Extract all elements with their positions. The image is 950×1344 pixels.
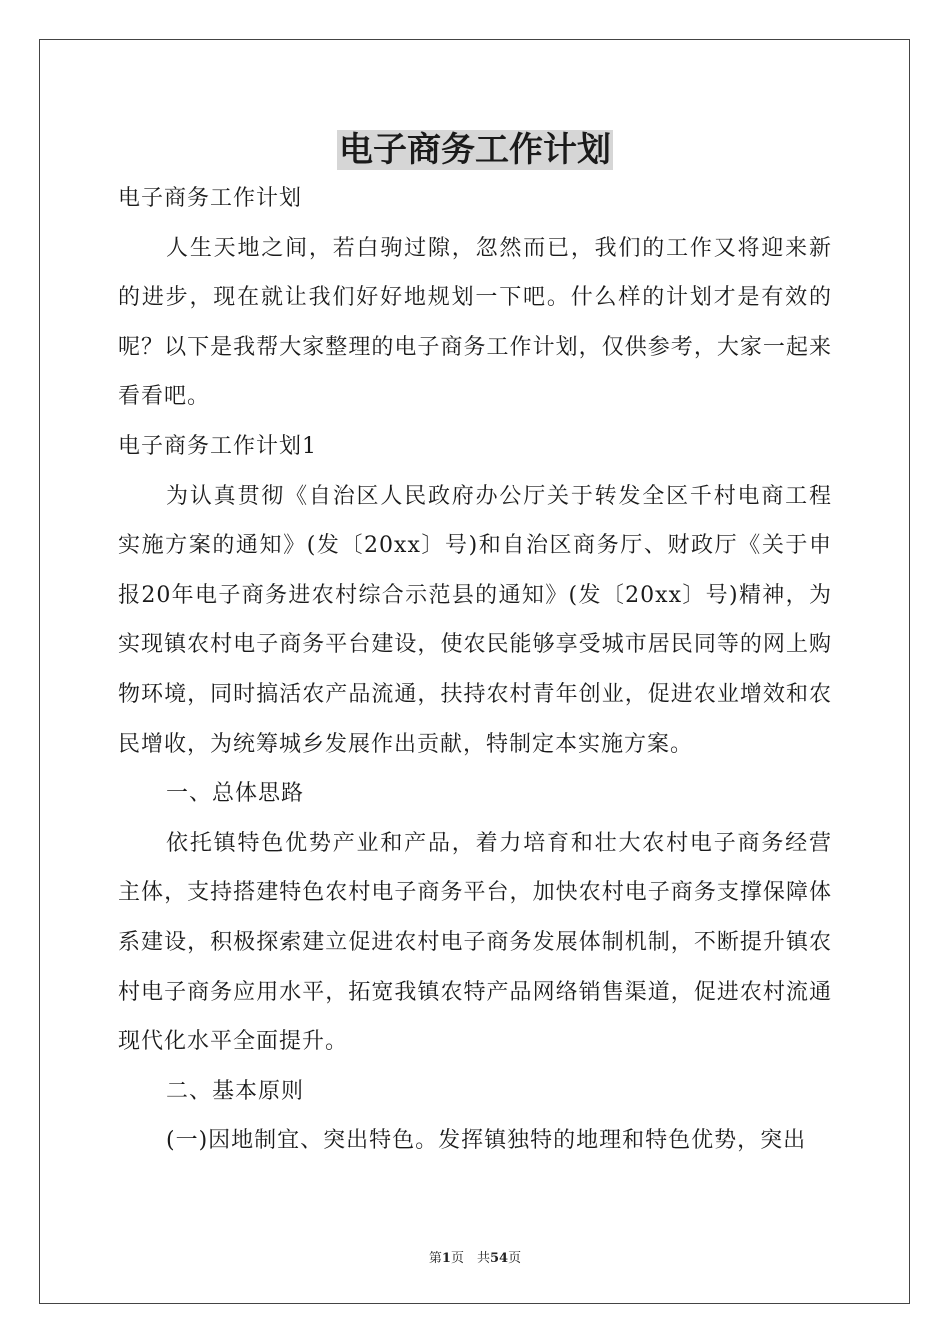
paragraph-heading-general-idea: 一、总体思路	[166, 781, 305, 807]
footer-mid: 页 共	[450, 1251, 490, 1266]
document-title	[0, 124, 950, 176]
document-title-text: 电子商务工作计划	[339, 130, 611, 170]
paragraph-heading-principles: 二、基本原则	[166, 1078, 305, 1104]
footer-suffix: 页	[508, 1251, 522, 1266]
paragraph-subtitle: 电子商务工作计划	[118, 186, 303, 211]
footer-prefix: 第	[428, 1251, 442, 1266]
paragraph-section-heading: 电子商务工作计划1	[118, 433, 317, 459]
paragraph-principle-1: (一)因地制宜、突出特色。发挥镇独特的地理和特色优势，突出	[166, 1128, 807, 1154]
page-footer	[0, 1247, 950, 1266]
footer-total-pages: 54	[489, 1251, 509, 1266]
paragraph-general-idea: 依托镇特色优势产业和产品，着力培育和壮大农村电子商务经营主体，支持搭建特色农村电子商务平台，加快农村电子商务支撑保障体系建设，积极探索建立促进农村电子商务发展体制机制，不断提升镇农村电子商务应用水平，拓宽我镇农特产品网络销售渠道，促进农村流通现代化水平全面提升。	[118, 830, 832, 1055]
paragraph-purpose: 为认真贯彻《自治区人民政府办公厅关于转发全区千村电商工程实施方案的通知》(发〔20xx〕号)和自治区商务厅、财政厅《关于申报20年电子商务进农村综合示范县的通知》(发〔20xx〕号)精神，为实现镇农村电子商务平台建设，使农民能够享受城市居民同等的网上购物环境，同时搞活农产品流通，扶持农村青年创业，促进农业增效和农民增收，为统筹城乡发展作出贡献，特制定本实施方案。	[118, 483, 832, 757]
document-body	[118, 174, 832, 1166]
paragraph-intro: 人生天地之间，若白驹过隙，忽然而已，我们的工作又将迎来新的进步，现在就让我们好好地规划一下吧。什么样的计划才是有效的呢？以下是我帮大家整理的电子商务工作计划，仅供参考，大家一起来看看吧。	[118, 235, 832, 410]
footer-page-number: 1	[441, 1251, 451, 1266]
